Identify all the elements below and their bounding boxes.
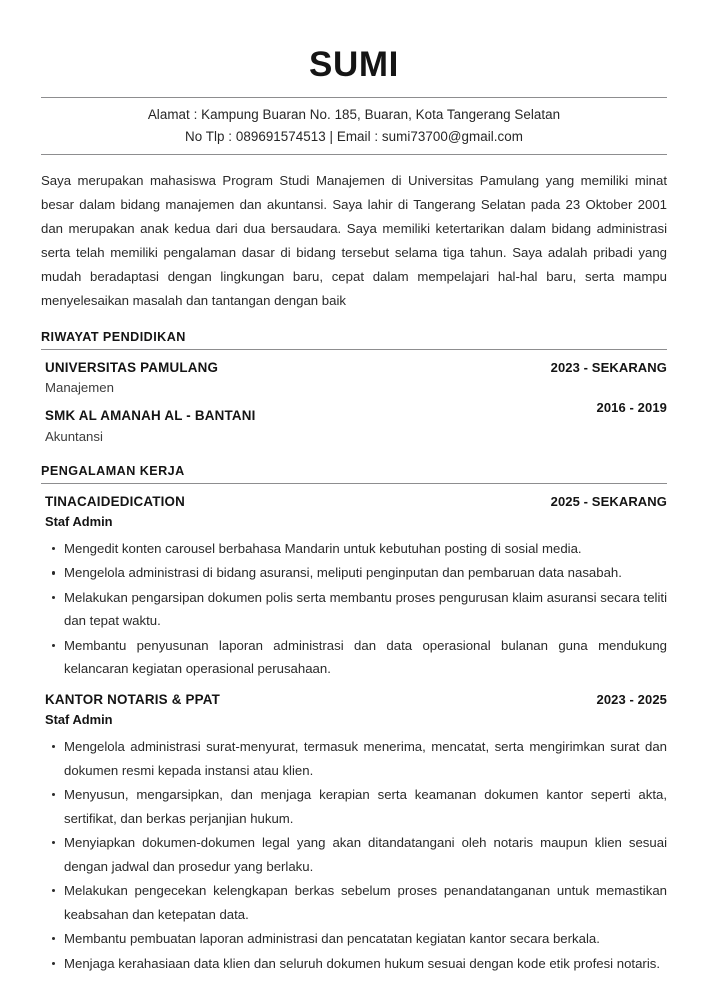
contact-phone-email: No Tlp : 089691574513 | Email : sumi73700@gmail.com	[185, 129, 523, 145]
experience-bullet-list	[41, 735, 667, 975]
list-item: Membantu pembuatan laporan administrasi dan pencatatan kegiatan kantor secara berkala.	[41, 927, 667, 951]
education-entry-head	[41, 360, 667, 377]
section-title-experience: PENGALAMAN KERJA	[41, 463, 185, 478]
experience-entry-head	[41, 494, 667, 511]
experience-entry-head	[41, 692, 667, 709]
experience-role: Staf Admin	[45, 711, 113, 727]
experience-entry	[41, 484, 667, 681]
education-major: Akuntansi	[45, 429, 103, 445]
resume-content	[41, 0, 667, 976]
experience-entry	[41, 682, 667, 975]
experience-role: Staf Admin	[45, 513, 113, 529]
experience-date: 2023 - 2025	[596, 691, 667, 707]
list-item: Menyusun, mengarsipkan, dan menjaga kerapian serta keamanan dokumen kantor seperti akta, sertifikat, dan berkas perjanjian hukum.	[41, 783, 667, 830]
page-title: SUMI	[309, 45, 399, 84]
list-item: Menyiapkan dokumen-dokumen legal yang akan ditandatangani oleh notaris maupun klien sesuai dengan jadwal dan prosedur yang berlaku.	[41, 831, 667, 878]
list-item: Melakukan pengecekan kelengkapan berkas sebelum proses penandatanganan untuk memastikan keabsahan dan ketepatan data.	[41, 879, 667, 926]
education-entry	[41, 350, 667, 399]
list-item: Menjaga kerahasiaan data klien dan seluruh dokumen hukum sesuai dengan kode etik profesi notaris.	[41, 952, 667, 976]
experience-bullet-list	[41, 537, 667, 681]
list-item: Membantu penyusunan laporan administrasi dan data operasional bulanan guna mendukung kelancaran kegiatan operasional perusahaan.	[41, 634, 667, 681]
experience-date: 2025 - SEKARANG	[550, 493, 667, 509]
section-title-education: RIWAYAT PENDIDIKAN	[41, 329, 186, 344]
list-item: Melakukan pengarsipan dokumen polis serta membantu proses pengurusan klaim asuransi secara teliti dan tepat waktu.	[41, 586, 667, 633]
education-date: 2016 - 2019	[596, 400, 667, 416]
education-major: Manajemen	[45, 380, 114, 396]
section-experience	[41, 464, 667, 975]
contact-address: Alamat : Kampung Buaran No. 185, Buaran, Kota Tangerang Selatan	[147, 106, 561, 122]
education-date: 2023 - SEKARANG	[550, 359, 667, 375]
list-item: Mengelola administrasi di bidang asuransi, meliputi penginputan dan pembaruan data nasabah.	[41, 561, 667, 585]
experience-company: TINACAIDEDICATION	[45, 493, 186, 509]
education-org: SMK AL AMANAH AL - BANTANI	[45, 408, 256, 424]
education-org: UNIVERSITAS PAMULANG	[45, 359, 219, 375]
list-item: Mengelola administrasi surat-menyurat, termasuk menerima, mencatat, serta mengirimkan surat dan dokumen resmi kepada instansi atau klien.	[41, 735, 667, 782]
experience-company: KANTOR NOTARIS & PPAT	[45, 691, 221, 707]
profile-summary: Saya merupakan mahasiswa Program Studi Manajemen di Universitas Pamulang yang memiliki minat besar dalam bidang manajemen dan akuntansi. Saya lahir di Tangerang Selatan pada 23 Oktober 2001 dan merupakan anak kedua dari dua bersaudara. Saya memiliki ketertarikan dalam bidang administrasi serta telah memiliki pengalaman dasar di bidang tersebut selama tiga tahun. Saya adalah pribadi yang mudah beradaptasi dengan lingkungan baru, cepat dalam mempelajari hal-hal baru, serta mampu menyelesaikan masalah dan tantangan dengan baik	[41, 172, 667, 308]
education-entry-head	[41, 400, 667, 425]
education-entry	[41, 398, 667, 447]
section-education	[41, 330, 667, 447]
list-item: Mengedit konten carousel berbahasa Mandarin untuk kebutuhan posting di sosial media.	[41, 537, 667, 561]
